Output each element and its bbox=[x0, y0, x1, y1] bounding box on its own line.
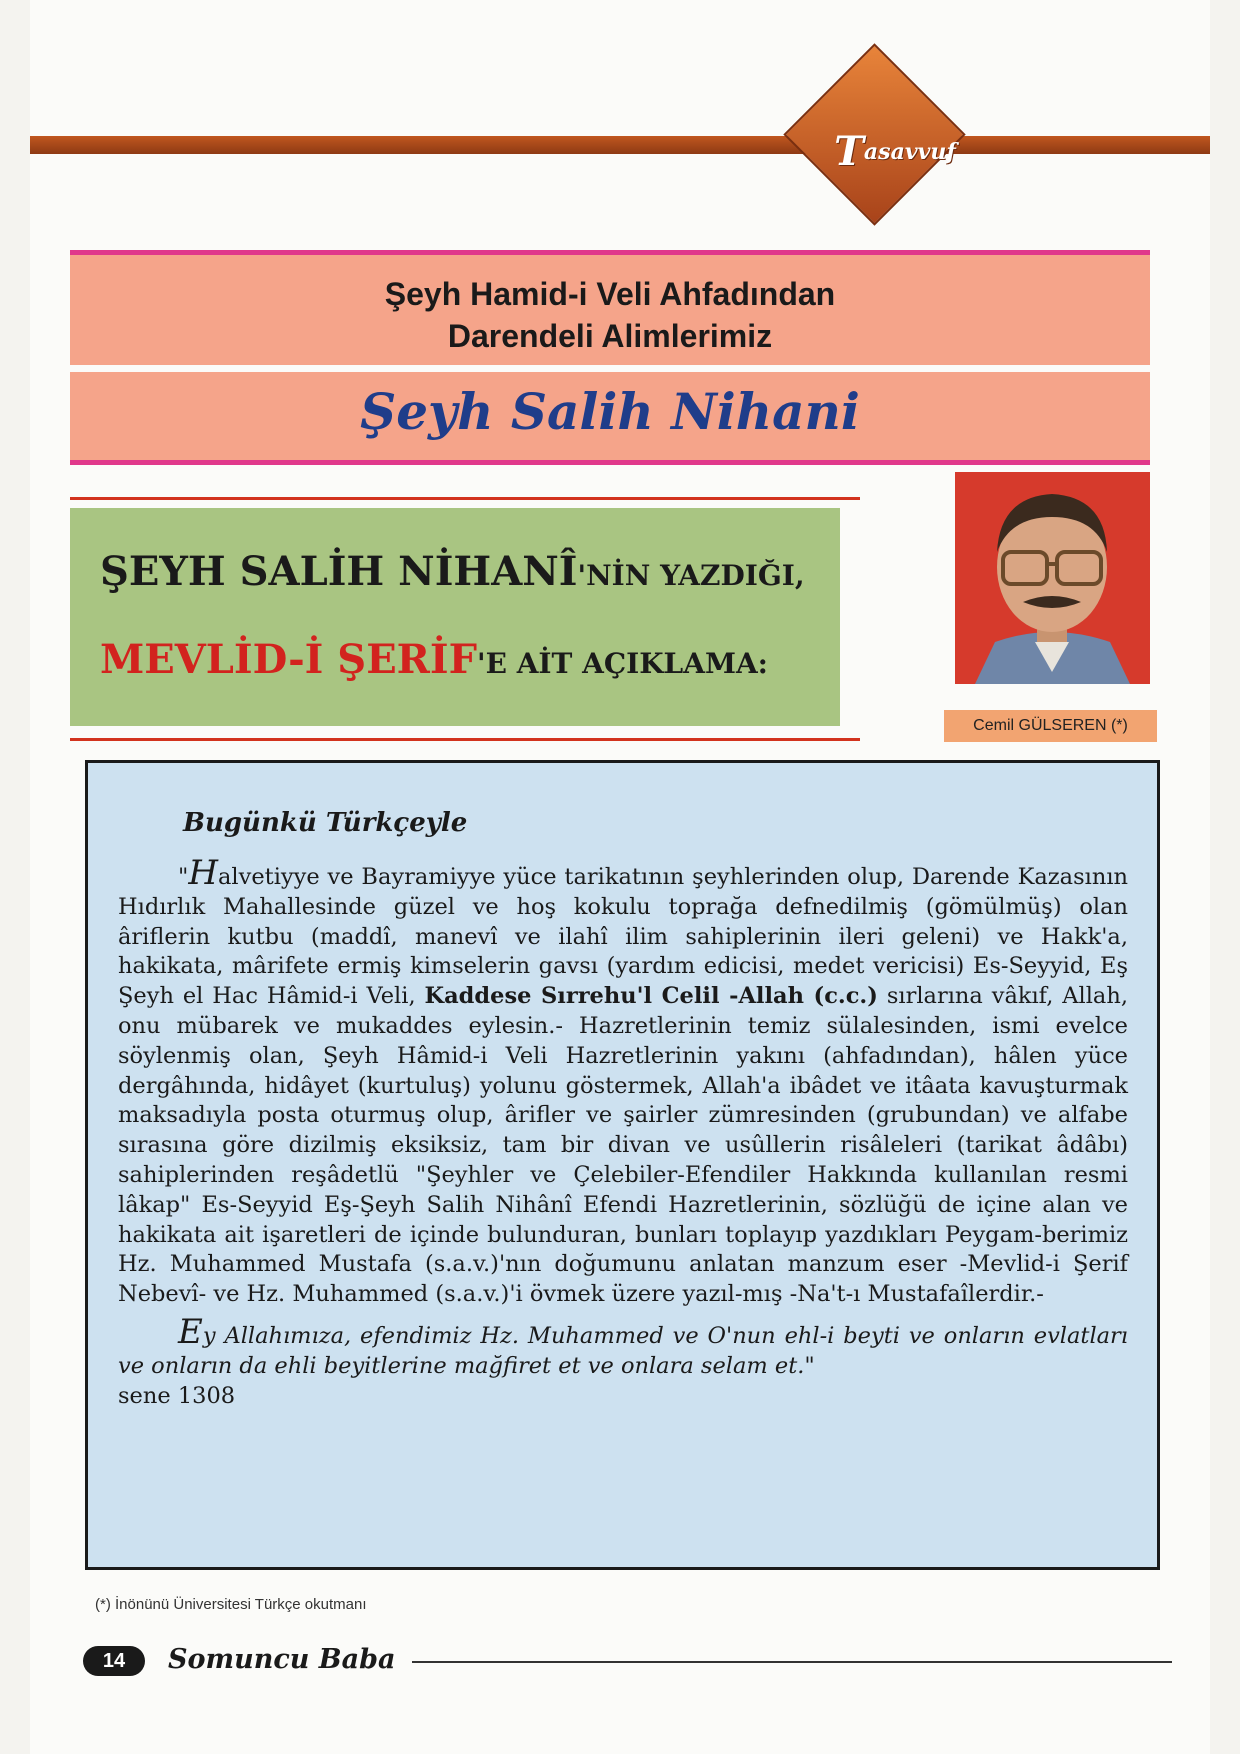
headline-l1-rest: YAZDIĞI, bbox=[660, 559, 805, 592]
footnote: (*) İnönünü Üniversitesi Türkçe okutmanı bbox=[95, 1596, 367, 1613]
headline-l2-dark: 'E AİT AÇIKLAMA: bbox=[477, 647, 769, 680]
rule-top bbox=[70, 497, 860, 500]
quote-open: " bbox=[178, 864, 189, 890]
p1-part-b: sırlarına vâkıf, Allah, onu mübarek ve mukaddes eylesin.- Hazretlerinin temiz sülalesinden, ismi evelce söylenmiş olan, Şeyh Hâmid-i Veli Hazretlerinin yakını (ahfadından), hâlen yüce dergâhında, hidâyet (kurtuluş) yolunu göstermek, Allah'a ibâdet ve itâata kavuşturmak maksadıyla posta oturmuş olup, ârifler ve şairler zümresinden (grubundan) ve alfabe sırasına göre dizilmiş eksiksiz, tam bir divan ve usûllerin risâleleri (tarikat âdâbı) sahiplerinden reşâdetlü "Şeyhler ve Çelebiler-Efendiler Hakkında kullanılan resmi lâkap" Es-Seyyid Eş-Şeyh Salih Nihânî Efendi Hazretlerinin, sözlüğü de içine alan ve hakikata ait işaretleri de içinde bulunduran, bunları toplayıp yazdıkları Peygam-berimiz Hz. Muhammed Mustafa (s.a.v.)'nın doğumunu anlatan manzum eser -Mevlid-i Şerif Nebevî- ve Hz. Muhammed (s.a.v.)'i övmek üzere yazıl-mış -Na't-ı Mustafaîlerdir.- bbox=[118, 983, 1128, 1308]
footer-rule bbox=[412, 1661, 1172, 1663]
paragraph-2 bbox=[118, 1311, 1128, 1382]
article-body bbox=[118, 853, 1128, 1411]
headline-l2-red: MEVLİD-İ ŞERİF bbox=[100, 636, 478, 683]
author-name: Cemil GÜLSEREN (*) bbox=[944, 710, 1157, 742]
drop-letter: H bbox=[188, 853, 219, 893]
paragraph-1 bbox=[118, 853, 1128, 1310]
name-title: Şeyh Salih Nihani bbox=[360, 382, 860, 441]
section-rest: asavvuf bbox=[863, 139, 956, 165]
p1-part-a: alvetiyye ve Bayramiyye yüce tarikatının şeyhlerinden olup, Darende Kazasının Hıdırlık Mahallesinde güzel ve hoş kokulu toprağa defnedilmiş (gömülmüş) olan âriflerin kutbu (maddî, manevî ve ilahî ilim sahiplerinin ileri geleni) ve Hakk'a, hakikata, mârifete ermiş kimselerin gavsı (yardım edicisi, medet vericisi) Es-Seyyid, Eş Şeyh el Hac Hâmid-i Veli, bbox=[118, 864, 1128, 1010]
headline-line-2 bbox=[100, 636, 768, 683]
page-number: 14 bbox=[83, 1646, 145, 1676]
title-box bbox=[70, 250, 1150, 365]
headline-l1-small: 'NİN bbox=[577, 559, 661, 592]
drop-letter-2: E bbox=[178, 1311, 203, 1352]
magazine-name: Somuncu Baba bbox=[168, 1644, 396, 1675]
headline-box bbox=[70, 508, 840, 726]
section-initial: T bbox=[834, 128, 864, 175]
headline-l1-big: ŞEYH SALİH NİHANÎ bbox=[100, 548, 578, 595]
date-line: sene 1308 bbox=[118, 1382, 236, 1409]
p1-bold: Kaddese Sırrehu'l Celil -Allah (c.c.) bbox=[424, 983, 878, 1010]
title-line-1: Şeyh Hamid-i Veli Ahfadından bbox=[384, 276, 836, 312]
title-line-2: Darendeli Alimlerimiz bbox=[447, 318, 773, 354]
author-photo bbox=[955, 472, 1150, 684]
header-band bbox=[30, 136, 1210, 154]
headline-line-1 bbox=[100, 548, 805, 595]
title-lines bbox=[70, 273, 1150, 357]
section-label bbox=[800, 128, 990, 175]
name-box bbox=[70, 372, 1150, 465]
p2-text: y Allahımıza, efendimiz Hz. Muhammed ve O'nun ehl-i beyti ve onların evlatları ve onların da ehli beyitlerine mağfiret et ve onlara selam et." bbox=[118, 1322, 1128, 1379]
article-subtitle: Bugünkü Türkçeyle bbox=[183, 808, 468, 838]
portrait-graphic bbox=[955, 472, 1150, 684]
rule-bottom bbox=[70, 738, 860, 741]
article-box bbox=[85, 760, 1160, 1570]
